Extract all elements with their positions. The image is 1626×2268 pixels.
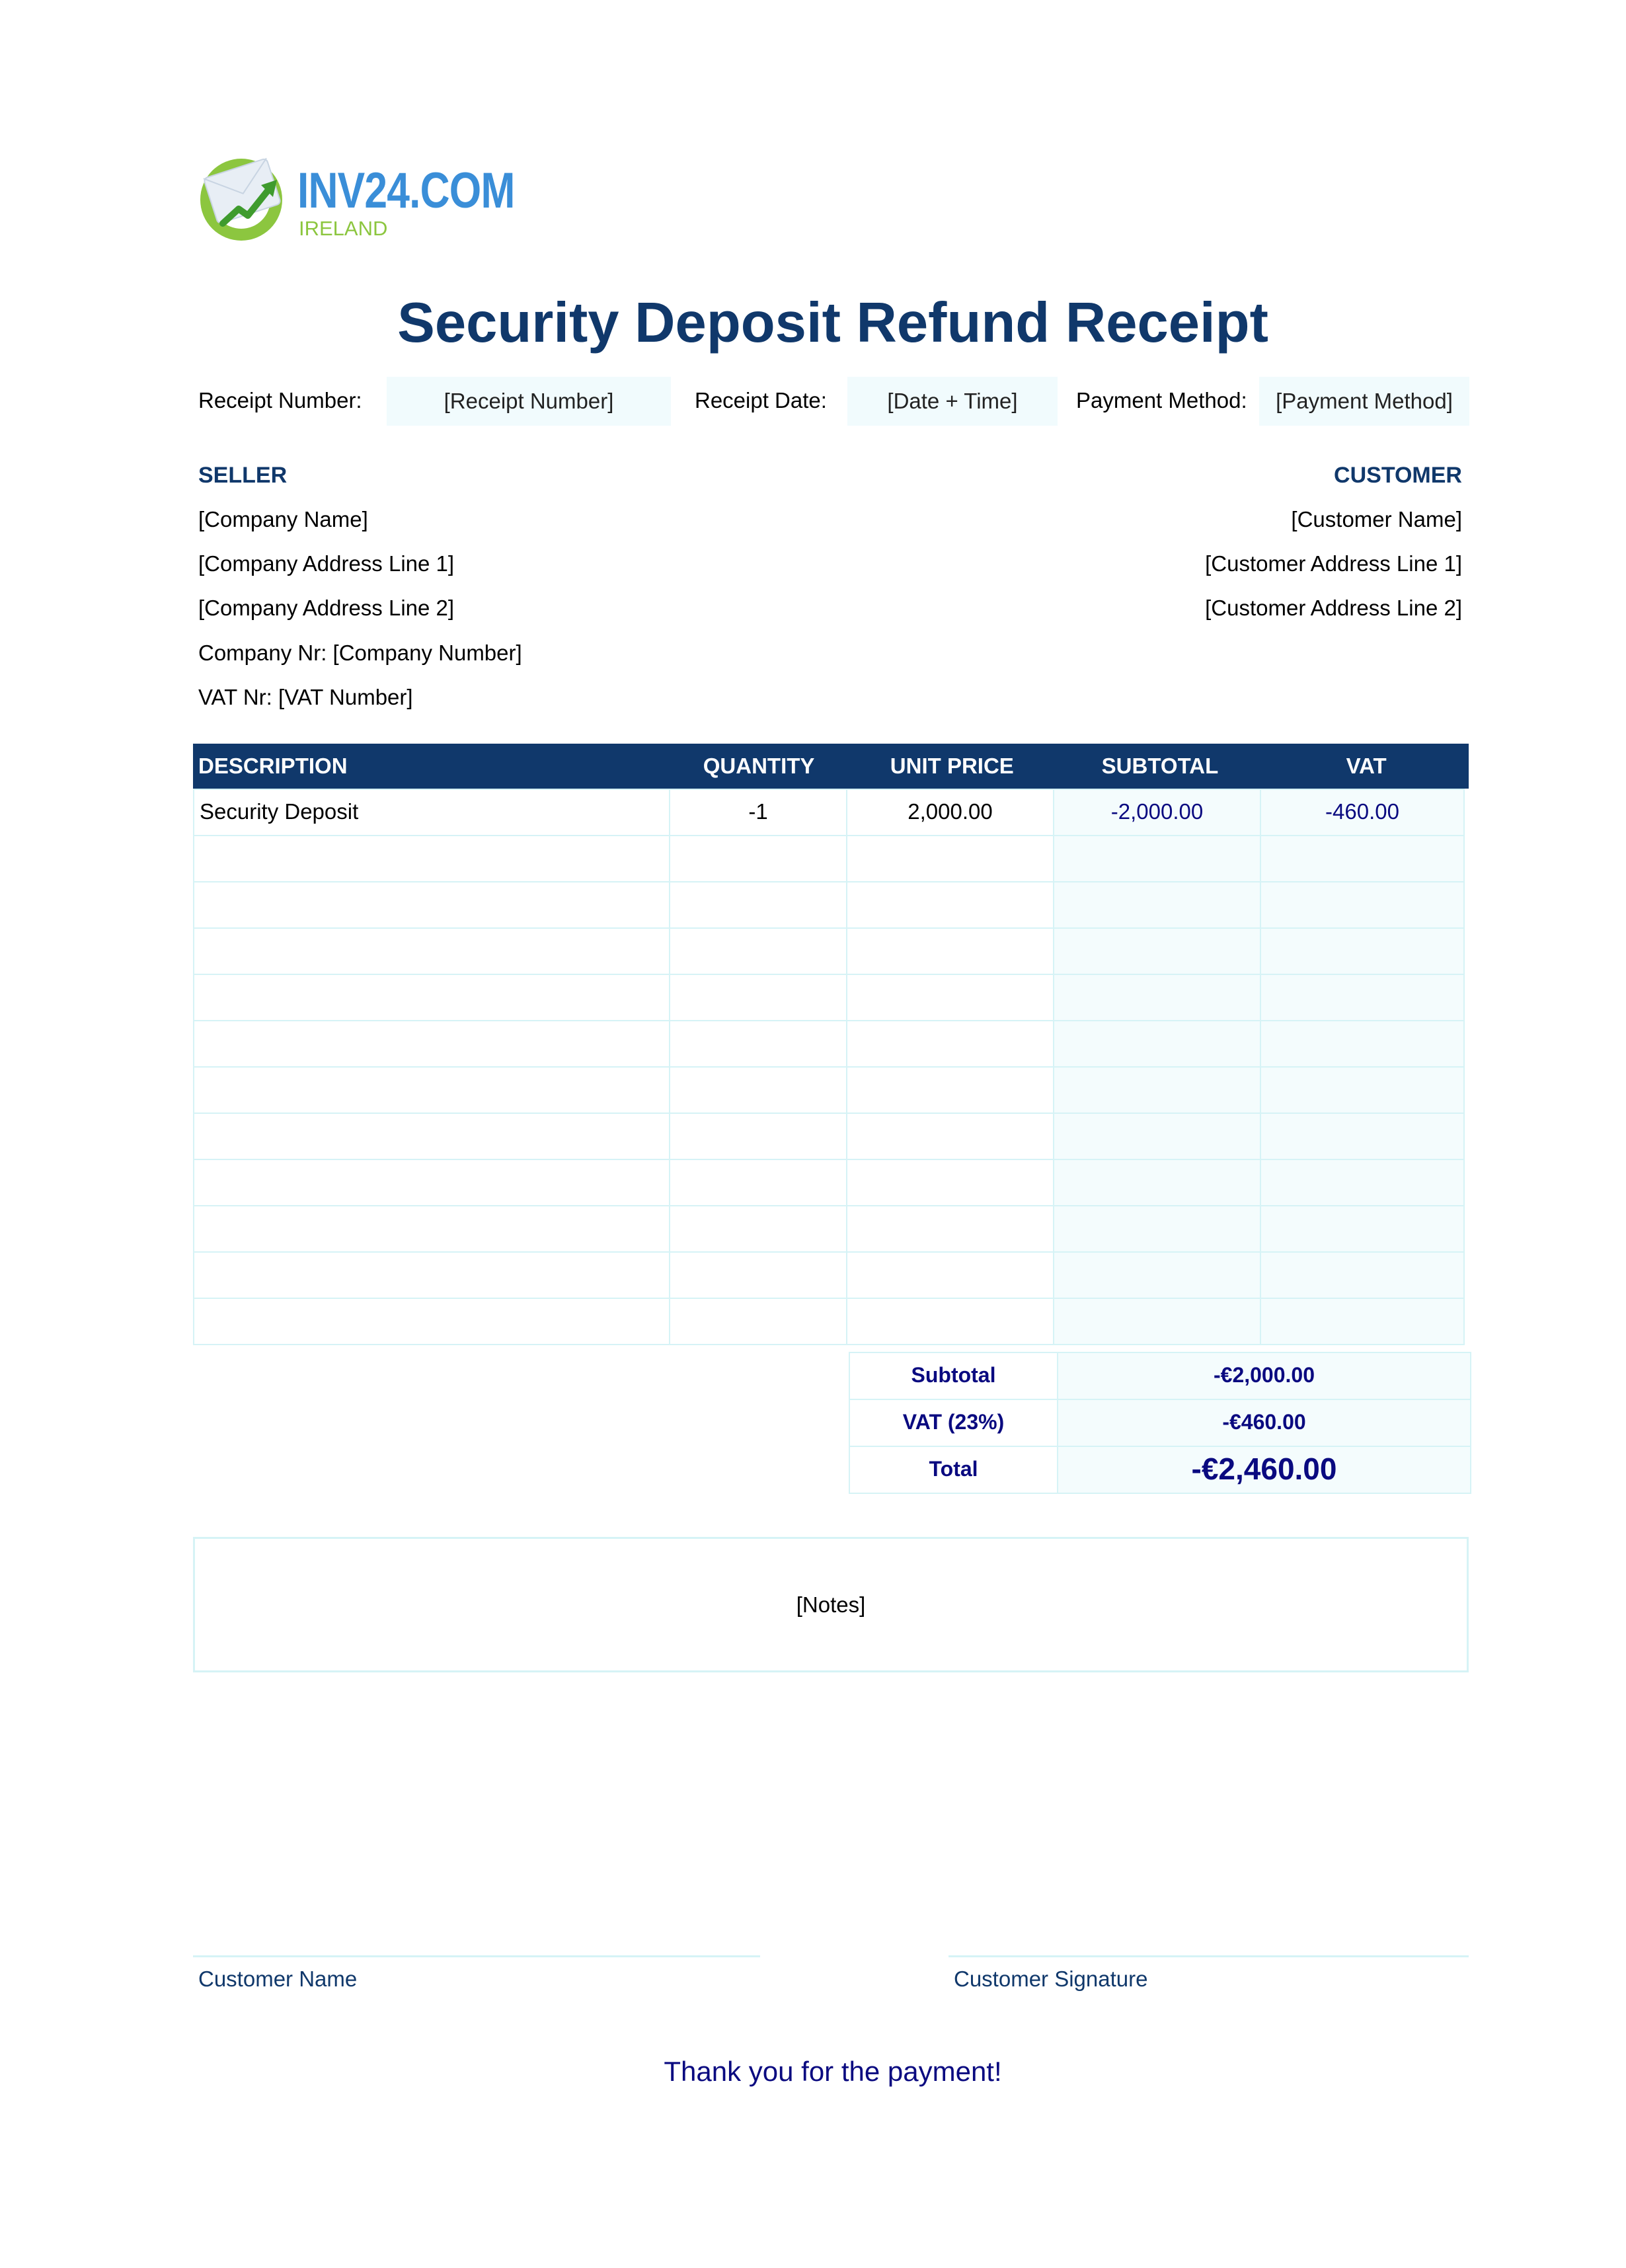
table-row (193, 1298, 1469, 1344)
cell-subtotal (1053, 974, 1261, 1021)
thank-you-message: Thank you for the payment! (664, 2056, 1002, 2087)
cell-vat (1260, 1298, 1465, 1345)
logo-envelope-arrow-icon (195, 152, 294, 245)
subtotal-value: -€2,000.00 (1057, 1352, 1471, 1400)
vat-value: -€460.00 (1057, 1399, 1471, 1447)
cell-unit-price[interactable] (846, 881, 1054, 929)
seller-heading: SELLER (198, 463, 288, 488)
column-header-vat: VAT (1346, 754, 1387, 778)
cell-description[interactable] (193, 881, 670, 929)
cell-subtotal: -2,000.00 (1053, 789, 1261, 836)
subtotal-row (849, 1352, 1470, 1399)
items-table (193, 744, 1469, 1344)
table-header (193, 744, 1469, 789)
table-row (193, 835, 1469, 881)
cell-subtotal (1053, 927, 1261, 975)
page-title: Security Deposit Refund Receipt (397, 292, 1268, 354)
cell-description[interactable] (193, 927, 670, 975)
cell-quantity[interactable]: -1 (669, 789, 847, 836)
cell-vat (1260, 927, 1465, 975)
cell-vat (1260, 1113, 1465, 1160)
customer-signature-label: Customer Signature (954, 1967, 1148, 1991)
column-header-subtotal: SUBTOTAL (1101, 754, 1219, 778)
table-row (193, 1113, 1469, 1159)
cell-vat (1260, 881, 1465, 929)
table-row (193, 1251, 1469, 1298)
cell-quantity[interactable] (669, 1205, 847, 1253)
cell-quantity[interactable] (669, 881, 847, 929)
cell-quantity[interactable] (669, 835, 847, 882)
cell-description[interactable] (193, 1066, 670, 1114)
table-row (193, 1066, 1469, 1113)
column-header-description: DESCRIPTION (198, 754, 348, 778)
table-row (193, 927, 1469, 974)
cell-subtotal (1053, 1020, 1261, 1068)
cell-description[interactable] (193, 1251, 670, 1299)
cell-unit-price[interactable] (846, 927, 1054, 975)
cell-quantity[interactable] (669, 927, 847, 975)
customer-signature-line (948, 1955, 1469, 1957)
cell-description[interactable] (193, 1205, 670, 1253)
cell-subtotal (1053, 881, 1261, 929)
cell-quantity[interactable] (669, 1113, 847, 1160)
receipt-date-field[interactable]: [Date + Time] (847, 377, 1058, 426)
cell-subtotal (1053, 1298, 1261, 1345)
cell-description[interactable] (193, 1159, 670, 1206)
customer-address-line2: [Customer Address Line 2] (1205, 596, 1462, 620)
cell-vat (1260, 1205, 1465, 1253)
column-header-quantity: QUANTITY (703, 754, 815, 778)
cell-unit-price[interactable] (846, 1205, 1054, 1253)
payment-method-field[interactable]: [Payment Method] (1259, 377, 1469, 426)
cell-unit-price[interactable] (846, 1251, 1054, 1299)
cell-subtotal (1053, 1113, 1261, 1160)
cell-description[interactable] (193, 974, 670, 1021)
total-label: Total (849, 1446, 1058, 1494)
receipt-number-field[interactable]: [Receipt Number] (387, 377, 671, 426)
cell-vat (1260, 1020, 1465, 1068)
cell-vat: -460.00 (1260, 789, 1465, 836)
vat-row (849, 1399, 1470, 1446)
table-row (193, 974, 1469, 1020)
seller-address-line2: [Company Address Line 2] (198, 596, 455, 620)
table-row (193, 1159, 1469, 1205)
cell-subtotal (1053, 1066, 1261, 1114)
cell-description[interactable] (193, 1298, 670, 1345)
receipt-number-label: Receipt Number: (198, 388, 362, 412)
cell-subtotal (1053, 1159, 1261, 1206)
cell-subtotal (1053, 1251, 1261, 1299)
logo (195, 152, 294, 245)
cell-description[interactable] (193, 1113, 670, 1160)
seller-company-name: [Company Name] (198, 507, 368, 531)
table-row (193, 1205, 1469, 1251)
cell-vat (1260, 835, 1465, 882)
cell-unit-price[interactable]: 2,000.00 (846, 789, 1054, 836)
cell-vat (1260, 1251, 1465, 1299)
cell-unit-price[interactable] (846, 1298, 1054, 1345)
cell-description[interactable]: Security Deposit (193, 789, 670, 836)
cell-description[interactable] (193, 835, 670, 882)
customer-name: [Customer Name] (1291, 507, 1462, 531)
totals-box (849, 1352, 1470, 1493)
cell-description[interactable] (193, 1020, 670, 1068)
table-row (193, 789, 1469, 835)
customer-name-line (193, 1955, 760, 1957)
cell-unit-price[interactable] (846, 1113, 1054, 1160)
cell-unit-price[interactable] (846, 1159, 1054, 1206)
cell-unit-price[interactable] (846, 1020, 1054, 1068)
logo-subtext: IRELAND (299, 217, 388, 240)
customer-heading: CUSTOMER (1334, 463, 1462, 488)
cell-quantity[interactable] (669, 1251, 847, 1299)
payment-method-label: Payment Method: (1076, 388, 1247, 412)
receipt-date-label: Receipt Date: (695, 388, 827, 412)
notes-box[interactable]: [Notes] (193, 1537, 1469, 1672)
cell-unit-price[interactable] (846, 835, 1054, 882)
cell-vat (1260, 974, 1465, 1021)
cell-quantity[interactable] (669, 1159, 847, 1206)
subtotal-label: Subtotal (849, 1352, 1058, 1400)
total-row (849, 1446, 1470, 1493)
customer-address-line1: [Customer Address Line 1] (1205, 551, 1462, 576)
column-header-unit-price: UNIT PRICE (890, 754, 1014, 778)
cell-quantity[interactable] (669, 974, 847, 1021)
cell-quantity[interactable] (669, 1020, 847, 1068)
cell-unit-price[interactable] (846, 1066, 1054, 1114)
table-row (193, 881, 1469, 927)
cell-subtotal (1053, 1205, 1261, 1253)
seller-address-line1: [Company Address Line 1] (198, 551, 455, 576)
cell-vat (1260, 1066, 1465, 1114)
logo-text: INV24.COM (297, 163, 515, 219)
cell-subtotal (1053, 835, 1261, 882)
total-value: -€2,460.00 (1057, 1446, 1471, 1494)
seller-company-nr: Company Nr: [Company Number] (198, 641, 522, 665)
vat-label: VAT (23%) (849, 1399, 1058, 1447)
cell-quantity[interactable] (669, 1066, 847, 1114)
cell-vat (1260, 1159, 1465, 1206)
customer-name-label: Customer Name (198, 1967, 358, 1991)
table-row (193, 1020, 1469, 1066)
cell-quantity[interactable] (669, 1298, 847, 1345)
seller-vat-nr: VAT Nr: [VAT Number] (198, 685, 413, 709)
cell-unit-price[interactable] (846, 974, 1054, 1021)
